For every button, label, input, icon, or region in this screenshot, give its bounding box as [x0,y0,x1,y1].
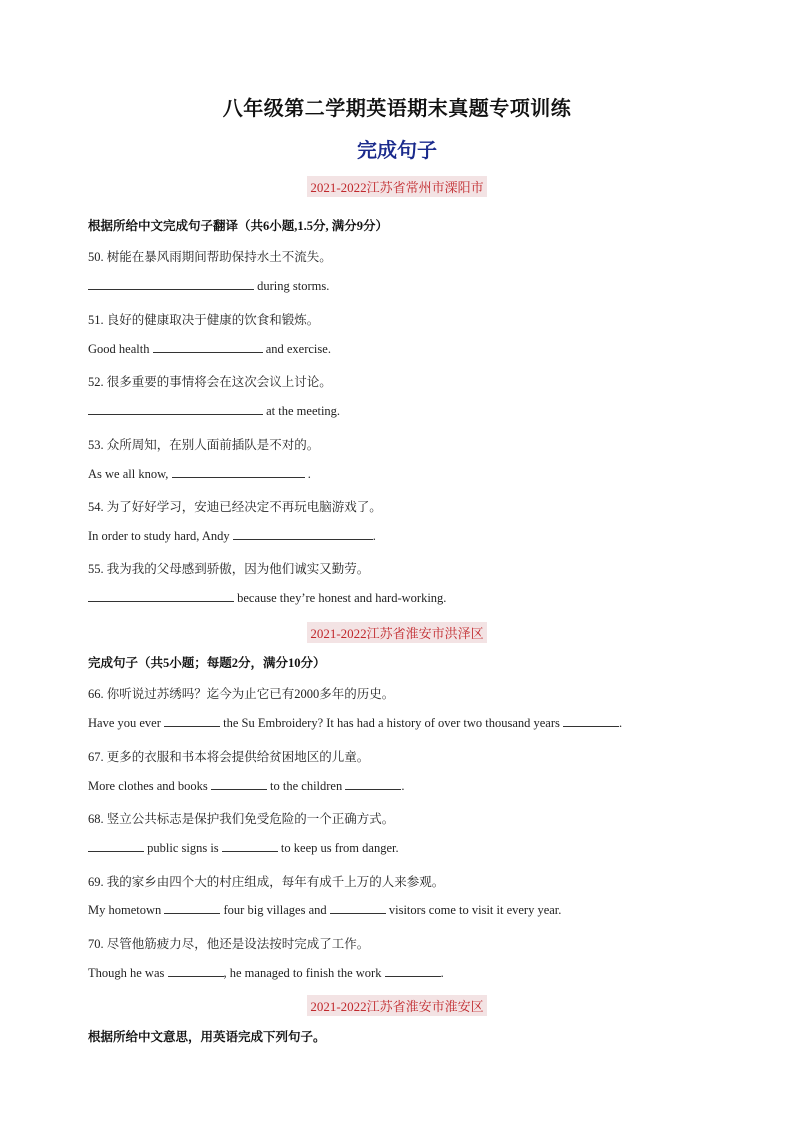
answer-blank[interactable] [168,965,224,977]
answer-blank[interactable] [385,965,441,977]
page-title: 八年级第二学期英语期末真题专项训练 [222,98,572,120]
section-instruction: 根据所给中文完成句子翻译（共6小题,1.5分, 满分9分） [88,219,389,233]
question-en: public signs is to keep us from danger. [88,840,399,856]
question-zh: 52. 很多重要的事情将会在这次会议上讨论。 [88,375,332,389]
question-zh: 68. 竖立公共标志是保护我们免受危险的一个正确方式。 [88,812,395,826]
question-en: Have you ever the Su Embroidery? It has had a history of over two thousand years . [88,716,623,730]
question-en: during storms. [88,278,329,294]
answer-blank[interactable] [164,902,220,914]
question-zh: 53. 众所周知，在别人面前插队是不对的。 [88,438,320,452]
question-en: My hometown four big villages and visitors come to visit it every year. [88,903,562,917]
question-zh: 69. 我的家乡由四个大的村庄组成，每年有成千上万的人来参观。 [88,875,445,889]
answer-blank[interactable] [563,715,619,727]
answer-blank[interactable] [88,840,144,852]
section-instruction: 完成句子（共5小题；每题2分，满分10分） [88,656,326,670]
answer-blank[interactable] [222,840,278,852]
question-en: More clothes and books to the children . [88,779,405,793]
question-zh: 66. 你听说过苏绣吗？迄今为止它已有2000多年的历史。 [88,687,395,701]
page-subtitle: 完成句子 [357,140,437,162]
answer-blank[interactable] [211,778,267,790]
answer-blank[interactable] [172,466,305,478]
question-en: at the meeting. [88,403,340,419]
answer-blank[interactable] [88,278,254,290]
question-zh: 51. 良好的健康取决于健康的饮食和锻炼。 [88,313,320,327]
answer-blank[interactable] [88,403,263,415]
question-zh: 70. 尽管他筋疲力尽，他还是设法按时完成了工作。 [88,937,370,951]
answer-blank[interactable] [88,590,234,602]
question-en: As we all know, . [88,467,311,481]
question-zh: 67. 更多的衣服和书本将会提供给贫困地区的儿童。 [88,750,370,764]
answer-blank[interactable] [330,902,386,914]
section-instruction: 根据所给中文意思，用英语完成下列句子。 [88,1030,326,1044]
answer-blank[interactable] [345,778,401,790]
answer-blank[interactable] [164,715,220,727]
question-zh: 55. 我为我的父母感到骄傲，因为他们诚实又勤劳。 [88,562,370,576]
section-source: 2021-2022江苏省淮安市淮安区 [0,995,794,1016]
section-source: 2021-2022江苏省淮安市洪泽区 [0,622,794,643]
section-source: 2021-2022江苏省常州市溧阳市 [0,176,794,197]
question-zh: 54. 为了好好学习，安迪已经决定不再玩电脑游戏了。 [88,500,382,514]
question-en: because they’re honest and hard-working. [88,590,446,606]
question-en: In order to study hard, Andy . [88,529,376,543]
question-zh: 50. 树能在暴风雨期间帮助保持水土不流失。 [88,250,332,264]
question-en: Good health and exercise. [88,342,331,356]
question-en: Though he was , he managed to finish the work . [88,966,444,980]
answer-blank[interactable] [233,528,373,540]
answer-blank[interactable] [153,341,263,353]
